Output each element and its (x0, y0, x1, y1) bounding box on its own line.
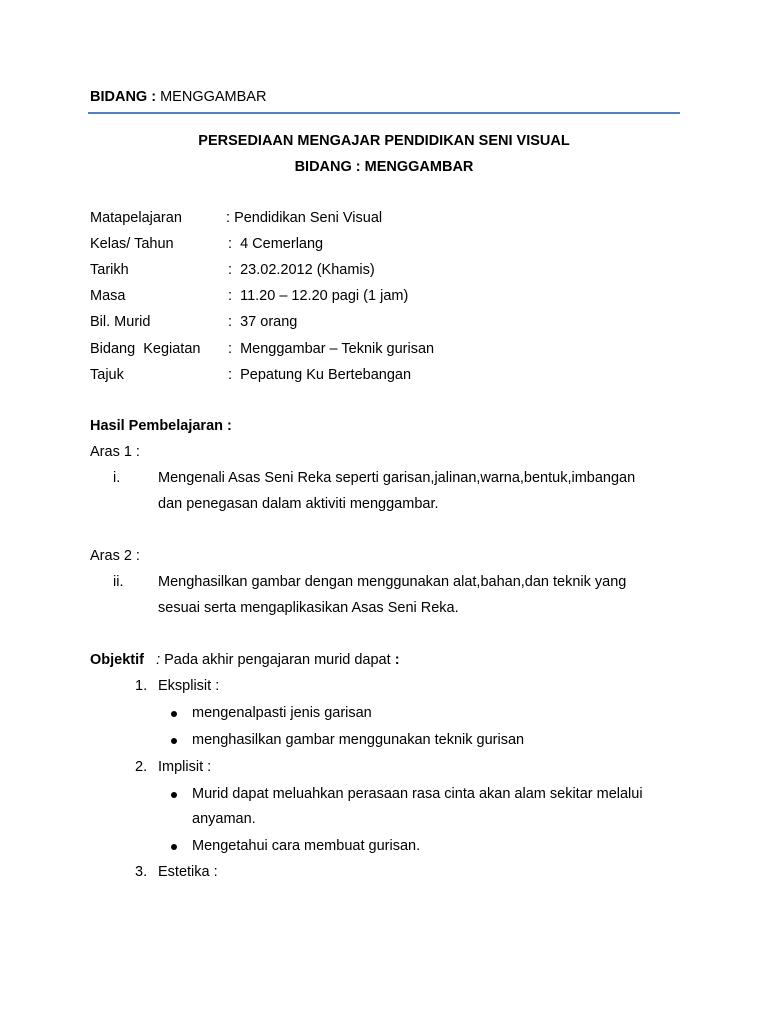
info-label: Kelas/ Tahun (90, 236, 174, 252)
bullet-text: Murid dapat meluahkan perasaan rasa cinta akan alam sekitar melalui (192, 786, 643, 802)
aras2-numeral: ii. (113, 574, 124, 590)
header-label: BIDANG : (90, 89, 157, 105)
header-line (90, 89, 266, 105)
header-value: MENGGAMBAR (160, 89, 267, 105)
objektif-item-num: 2. (135, 759, 148, 775)
info-label: Bil. Murid (90, 314, 151, 330)
info-label: Masa (90, 288, 126, 304)
bullet-text: Mengetahui cara membuat gurisan. (192, 838, 421, 854)
bullet-text: menghasilkan gambar menggunakan teknik gurisan (192, 732, 525, 748)
info-value: : 37 orang (228, 314, 298, 330)
objektif-text: Pada akhir pengajaran murid dapat (164, 652, 391, 668)
objektif-item-num: 3. (135, 864, 148, 880)
info-value: : Menggambar – Teknik gurisan (228, 341, 435, 357)
bullet-text-continued: anyaman. (192, 811, 256, 827)
bullet-icon (171, 792, 177, 798)
aras2-text-line2: sesuai serta mengaplikasikan Asas Seni Reka. (158, 600, 459, 616)
objektif-item-num: 1. (135, 678, 148, 694)
info-label: Tajuk (90, 367, 124, 383)
info-value: : Pendidikan Seni Visual (226, 210, 383, 226)
objektif-item-title: Implisit : (158, 759, 212, 775)
bullet-text: mengenalpasti jenis garisan (192, 705, 372, 721)
objektif-item-title: Estetika : (158, 864, 218, 880)
header-divider (88, 112, 680, 114)
aras2-text-line1: Menghasilkan gambar dengan menggunakan alat,bahan,dan teknik yang (158, 574, 627, 590)
aras1-text-line2: dan penegasan dalam aktiviti menggambar. (158, 496, 439, 512)
aras2-label: Aras 2 : (90, 548, 140, 564)
aras1-numeral: i. (113, 470, 121, 486)
hasil-heading: Hasil Pembelajaran : (90, 418, 232, 434)
aras1-label: Aras 1 : (90, 444, 140, 460)
page-subtitle: BIDANG : MENGGAMBAR (294, 159, 474, 175)
bullet-icon (171, 711, 177, 717)
bullet-icon (171, 738, 177, 744)
info-value: : 23.02.2012 (Khamis) (228, 262, 375, 278)
aras1-text-line1: Mengenali Asas Seni Reka seperti garisan,jalinan,warna,bentuk,imbangan (158, 470, 636, 486)
info-value: : 11.20 – 12.20 pagi (1 jam) (228, 288, 409, 304)
info-label: Bidang Kegiatan (90, 341, 201, 357)
objektif-line (90, 652, 400, 668)
info-label: Tarikh (90, 262, 129, 278)
objektif-label: Objektif (90, 652, 144, 668)
info-label: Matapelajaran (90, 210, 182, 226)
info-value: : Pepatung Ku Bertebangan (228, 367, 412, 383)
bullet-icon (171, 844, 177, 850)
info-value: : 4 Cemerlang (228, 236, 324, 252)
objektif-item-title: Eksplisit : (158, 678, 220, 694)
page-title: PERSEDIAAN MENGAJAR PENDIDIKAN SENI VISUAL (198, 133, 570, 149)
objektif-end-colon: : (394, 652, 400, 668)
objektif-colon: : (156, 652, 161, 668)
